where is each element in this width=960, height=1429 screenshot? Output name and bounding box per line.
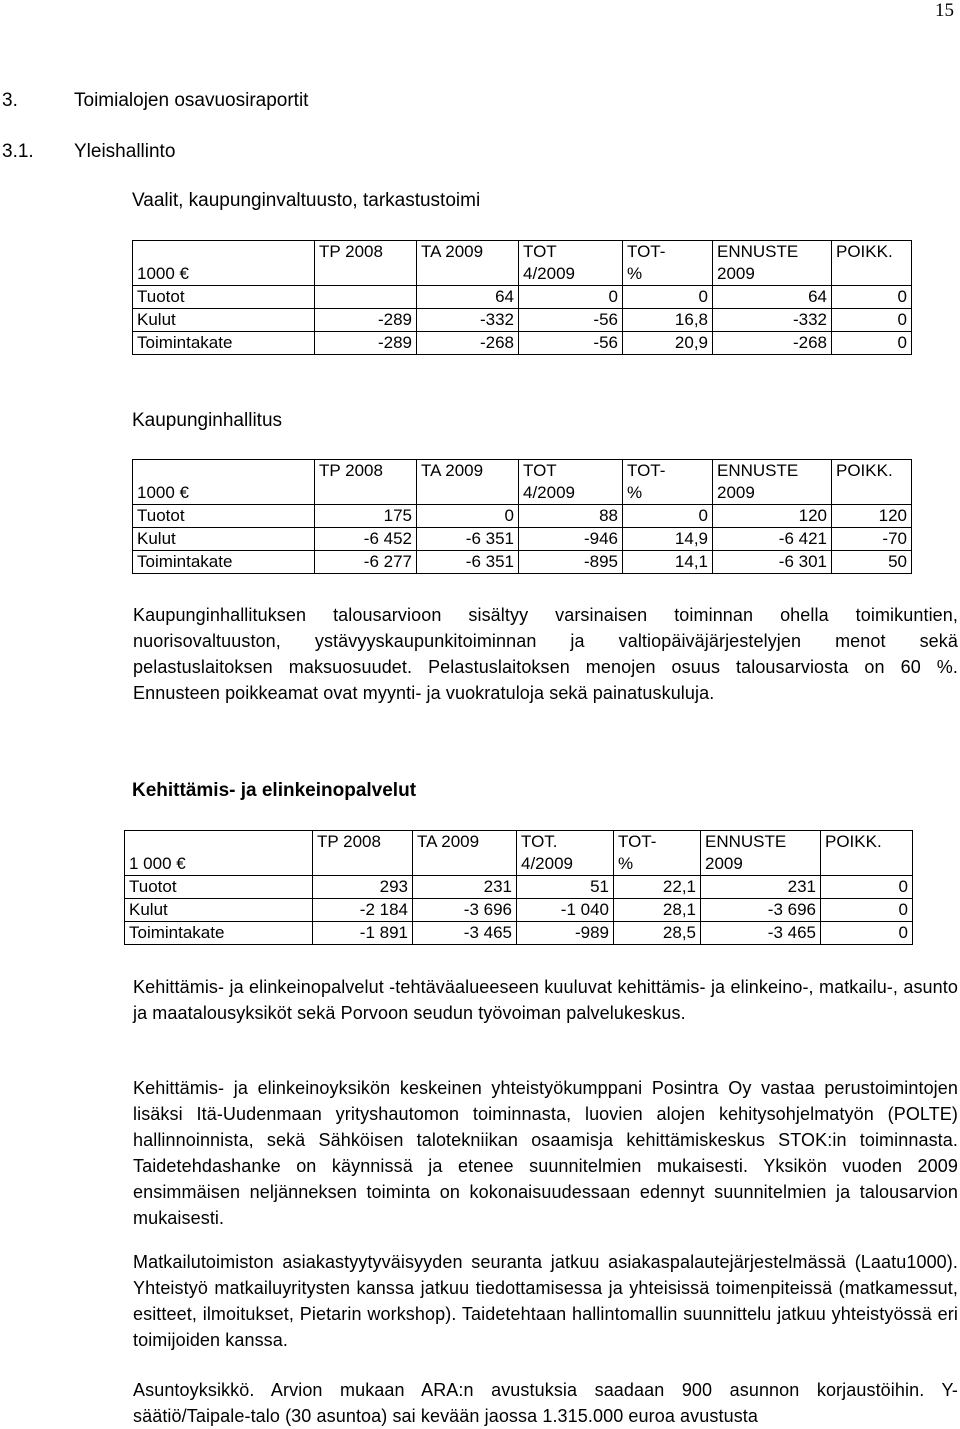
col-tot: TOT 4/2009 <box>519 460 623 505</box>
col-poikk: POIKK. <box>821 831 913 876</box>
unit-label: 1 000 € <box>125 831 313 876</box>
col-ennuste: ENNUSTE 2009 <box>713 460 832 505</box>
kh-table <box>132 459 912 574</box>
col-ta2009: TA 2009 <box>413 831 517 876</box>
kehittamis-paragraph-3: Matkailutoimiston asiakastyytyväisyyden seuranta jatkuu asiakaspalautejärjestelmässä (Laatu1000). Yhteistyö matkailuyritysten kanssa jatkuu tiedottamisessa ja yhteisissä toimenpiteissä (matkamessut, esitteet, ilmoitukset, Pietarin workshop). Taidetehtaan hallintomallin suunnittelu jatkuu yhteistyössä eri toimijoiden kanssa. <box>133 1252 958 1350</box>
table-header-row <box>133 241 912 286</box>
kehittamis-title: Kehittämis- ja elinkeinopalvelut <box>132 780 417 801</box>
table-row: Tuotot 64 0 0 64 0 <box>133 286 912 309</box>
kehittamis-paragraph-1: Kehittämis- ja elinkeinopalvelut -tehtäväalueeseen kuuluvat kehittämis- ja elinkeino-, matkailu-, asunto ja maatalousyksiköt sekä Porvoon seudun työvoiman palvelukeskus. <box>133 977 958 1023</box>
col-ennuste: ENNUSTE 2009 <box>713 241 832 286</box>
col-tot: TOT. 4/2009 <box>517 831 614 876</box>
col-tot-pct: TOT- % <box>623 460 713 505</box>
unit-label: 1000 € <box>133 241 315 286</box>
col-tot-pct: TOT- % <box>614 831 701 876</box>
col-ennuste: ENNUSTE 2009 <box>701 831 821 876</box>
kehittamis-paragraph-2: Kehittämis- ja elinkeinoyksikön keskeinen yhteistyökumppani Posintra Oy vastaa perustoimintojen lisäksi Itä-Uudenmaan yrityshautomon toiminnasta, luovien alojen kehitysohjelmatyön (POLTE) hallinnoinnista, sekä Sähköisen talotekniikan osaamisja kehittämiskeskus STOK:in toiminnasta. Taidetehdashanke on käynnissä ja etenee suunnitelmien mukaisesti. Yksikön vuoden 2009 ensimmäisen neljänneksen toiminta on kokonaisuudessaan edennyt suunnitelmien ja talousarvion mukaisesti. <box>133 1078 958 1228</box>
table-row: Kulut -289 -332 -56 16,8 -332 0 <box>133 309 912 332</box>
kehittamis-table <box>124 830 913 945</box>
table-row: Kulut -2 184 -3 696 -1 040 28,1 -3 696 0 <box>125 899 913 922</box>
kehittamis-paragraph-4: Asuntoyksikkö. Arvion mukaan ARA:n avustuksia saadaan 900 asunnon korjaustöihin. Y-säätiö/Taipale-talo (30 asuntoa) sai kevään jaossa 1.315.000 euroa avustusta <box>133 1380 958 1426</box>
table-row: Tuotot 293 231 51 22,1 231 0 <box>125 876 913 899</box>
col-poikk: POIKK. <box>832 460 912 505</box>
col-ta2009: TA 2009 <box>417 460 519 505</box>
col-tp2008: TP 2008 <box>315 460 417 505</box>
kh-title: Kaupunginhallitus <box>132 410 283 431</box>
table-row: Toimintakate -289 -268 -56 20,9 -268 0 <box>133 332 912 355</box>
chapter-number: 3. <box>2 90 18 111</box>
page-number: 15 <box>935 0 954 21</box>
col-poikk: POIKK. <box>832 241 912 286</box>
table-row: Tuotot 175 0 88 0 120 120 <box>133 505 912 528</box>
vaalit-title: Vaalit, kaupunginvaltuusto, tarkastustoimi <box>132 190 481 211</box>
col-tot: TOT 4/2009 <box>519 241 623 286</box>
col-ta2009: TA 2009 <box>417 241 519 286</box>
vaalit-table <box>132 240 912 355</box>
section-number: 3.1. <box>2 141 34 162</box>
col-tot-pct: TOT- % <box>623 241 713 286</box>
chapter-title: Toimialojen osavuosiraportit <box>74 90 309 111</box>
table-row: Toimintakate -1 891 -3 465 -989 28,5 -3 465 0 <box>125 922 913 945</box>
unit-label: 1000 € <box>133 460 315 505</box>
col-tp2008: TP 2008 <box>313 831 413 876</box>
table-header-row <box>125 831 913 876</box>
kh-paragraph: Kaupunginhallituksen talousarvioon sisältyy varsinaisen toiminnan ohella toimikuntien, nuorisovaltuuston, ystävyyskaupunkitoiminnan ja valtiopäiväjärjestelyjen menot sekä pelastuslaitoksen maksuosuudet. Pelastuslaitoksen menojen osuus talousarviosta on 60 %. Ennusteen poikkeamat ovat myynti- ja vuokratuloja sekä painatuskuluja. <box>133 605 958 703</box>
col-tp2008: TP 2008 <box>315 241 417 286</box>
table-row: Kulut -6 452 -6 351 -946 14,9 -6 421 -70 <box>133 528 912 551</box>
section-title: Yleishallinto <box>74 141 176 162</box>
table-row: Toimintakate -6 277 -6 351 -895 14,1 -6 301 50 <box>133 551 912 574</box>
table-header-row <box>133 460 912 505</box>
